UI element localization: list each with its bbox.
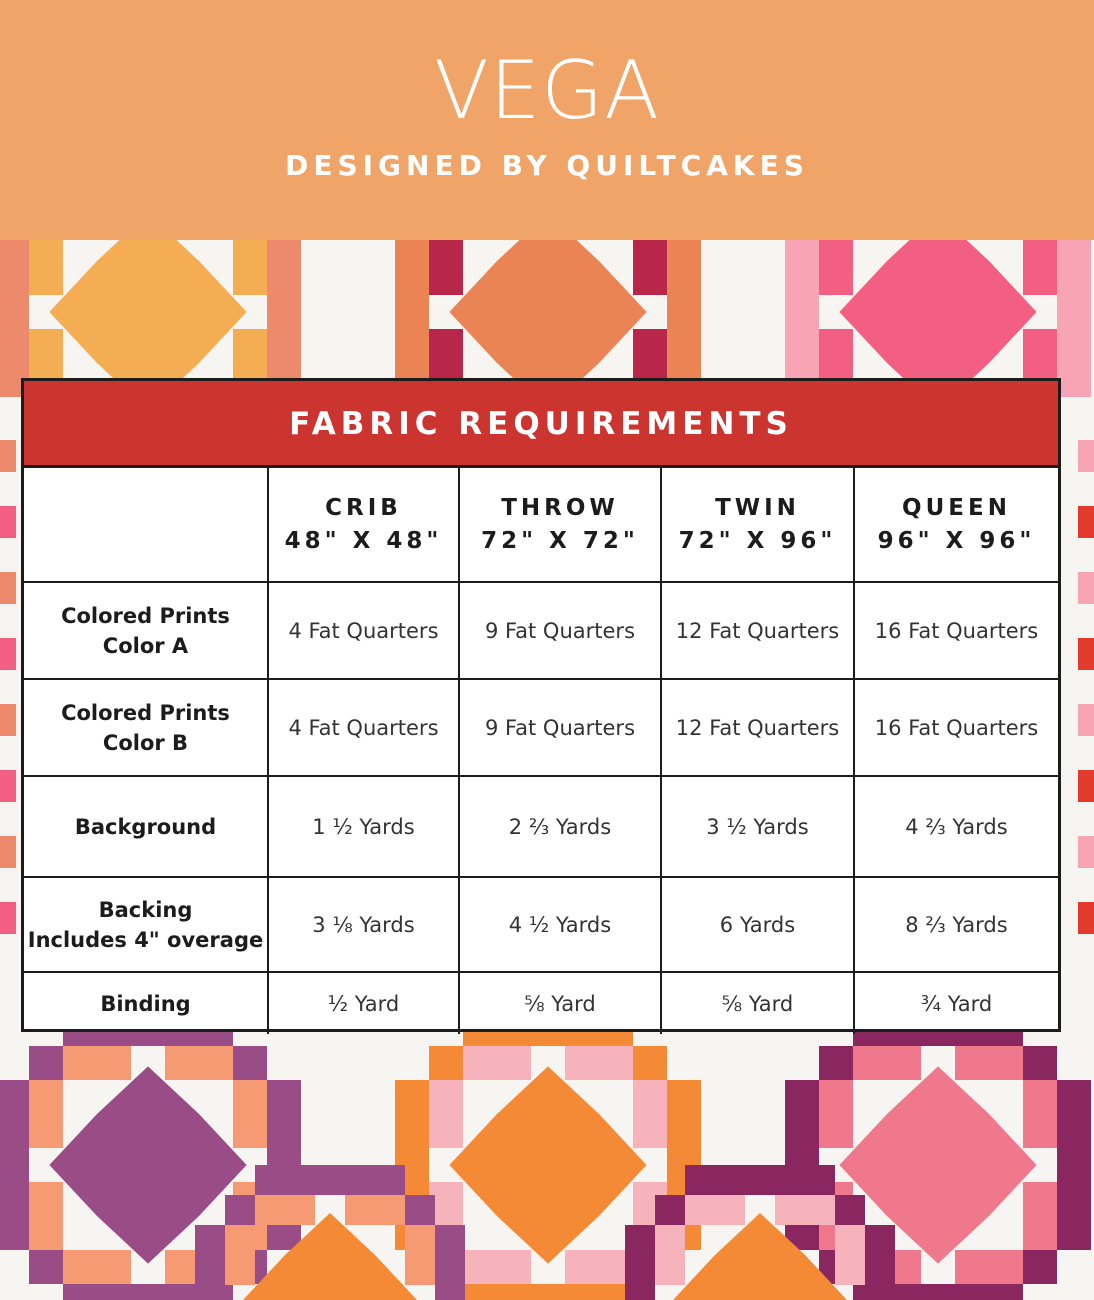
quilt-patch	[775, 1165, 805, 1195]
quilt-patch	[989, 1284, 1023, 1300]
quilt-patch	[395, 295, 429, 329]
quilt-patch	[267, 329, 301, 363]
quilt-patch	[531, 1284, 565, 1300]
cell-queen: 8 ⅔ Yards	[854, 877, 1058, 972]
quilt-patch	[805, 1165, 835, 1195]
quilt-patch	[0, 836, 16, 868]
quilt-patch	[497, 1114, 599, 1216]
quilt-patch	[989, 1250, 1023, 1284]
quilt-patch	[497, 1250, 531, 1284]
quilt-patch	[285, 1195, 315, 1225]
quilt-patch	[1023, 240, 1057, 261]
quilt-patch	[395, 261, 429, 295]
quilt-patch	[435, 1225, 465, 1255]
quilt-patch	[865, 1255, 895, 1285]
quilt-patch	[429, 1046, 463, 1080]
quilt-patch	[429, 329, 463, 363]
quilt-patch	[267, 1080, 301, 1114]
quilt-patch	[1057, 261, 1091, 295]
quilt-patch	[97, 1284, 131, 1300]
quilt-patch	[195, 1255, 225, 1285]
quilt-patch	[599, 1046, 633, 1080]
quilt-patch	[1023, 1114, 1057, 1148]
quilt-patch	[195, 1285, 225, 1300]
quilt-patch	[667, 1114, 701, 1148]
quilt-patch	[233, 240, 267, 261]
quilt-patch	[1057, 295, 1091, 329]
quilt-patch	[255, 1195, 285, 1225]
quilt-patch	[655, 1225, 685, 1255]
size-dimensions: 96" X 96"	[877, 527, 1036, 554]
size-header-row	[24, 468, 1058, 582]
cell-queen: 16 Fat Quarters	[854, 679, 1058, 776]
quilt-patch	[0, 295, 29, 329]
quilt-patch	[715, 1255, 805, 1300]
quilt-patch	[285, 1165, 315, 1195]
quilt-patch	[887, 1114, 989, 1216]
quilt-patch	[853, 1046, 887, 1080]
table-row-colored-prints-a	[24, 582, 1058, 679]
quilt-patch	[865, 1285, 895, 1300]
quilt-star-point	[497, 240, 599, 261]
quilt-patch	[429, 261, 463, 295]
quilt-patch	[463, 1046, 497, 1080]
quilt-patch	[233, 1114, 267, 1148]
cell-twin: 12 Fat Quarters	[661, 679, 854, 776]
cell-twin: ⅝ Yard	[661, 972, 854, 1034]
quilt-patch	[395, 1080, 429, 1114]
quilt-patch	[165, 1046, 199, 1080]
quilt-patch	[655, 1195, 685, 1225]
quilt-patch	[819, 1114, 853, 1148]
size-header-twin	[661, 468, 854, 582]
quilt-patch	[0, 704, 16, 736]
quilt-patch	[345, 1195, 375, 1225]
row-label-line: Background	[74, 814, 217, 839]
size-name: THROW	[501, 494, 619, 521]
quilt-patch	[0, 329, 29, 363]
quilt-patch	[0, 1114, 29, 1148]
quilt-patch	[255, 1165, 285, 1195]
quilt-patch	[131, 1284, 165, 1300]
quilt-patch	[887, 261, 989, 363]
quilt-patch	[345, 1165, 375, 1195]
cell-crib: 3 ⅛ Yards	[268, 877, 459, 972]
quilt-patch	[633, 329, 667, 363]
size-header-throw	[459, 468, 661, 582]
quilt-patch	[955, 1250, 989, 1284]
quilt-patch	[29, 1182, 63, 1216]
row-label-line: Color A	[102, 633, 189, 658]
table-title: FABRIC REQUIREMENTS	[24, 381, 1058, 468]
quilt-patch	[285, 1255, 375, 1300]
row-label-line: Colored Prints	[61, 603, 230, 628]
quilt-patch	[29, 1250, 63, 1284]
size-dimensions: 72" X 96"	[678, 527, 837, 554]
quilt-patch	[955, 1046, 989, 1080]
quilt-patch	[865, 1225, 895, 1255]
quilt-patch	[1023, 1046, 1057, 1080]
quilt-patch	[29, 1080, 63, 1114]
quilt-patch	[97, 1114, 199, 1216]
quilt-patch	[685, 1165, 715, 1195]
quilt-patch	[0, 638, 16, 670]
quilt-patch	[1078, 902, 1094, 934]
quilt-patch	[625, 1255, 655, 1285]
quilt-patch	[775, 1195, 805, 1225]
quilt-patch	[0, 770, 16, 802]
quilt-patch	[805, 1195, 835, 1225]
quilt-patch	[625, 1225, 655, 1255]
quilt-patch	[405, 1255, 435, 1285]
cell-queen: ¾ Yard	[854, 972, 1058, 1034]
cell-throw: 9 Fat Quarters	[459, 679, 661, 776]
size-name: TWIN	[715, 494, 800, 521]
quilt-patch	[819, 1080, 853, 1114]
quilt-patch	[1057, 240, 1091, 261]
size-dimensions: 72" X 72"	[481, 527, 639, 554]
quilt-patch	[1023, 1080, 1057, 1114]
quilt-patch	[565, 1046, 599, 1080]
row-label	[24, 776, 268, 877]
row-label-line: Includes 4" overage	[27, 927, 264, 952]
size-header-crib	[268, 468, 459, 582]
quilt-star-point	[97, 240, 199, 261]
quilt-patch	[463, 1250, 497, 1284]
row-label-line: Backing	[98, 897, 193, 922]
quilt-patch	[1078, 770, 1094, 802]
quilt-patch	[497, 261, 599, 363]
quilt-patch	[97, 261, 199, 363]
quilt-patch	[835, 1255, 865, 1285]
cell-throw: 4 ½ Yards	[459, 877, 661, 972]
quilt-patch	[375, 1165, 405, 1195]
quilt-patch	[0, 261, 29, 295]
quilt-patch	[0, 1182, 29, 1216]
quilt-patch	[989, 1046, 1023, 1080]
quilt-patch	[819, 329, 853, 363]
quilt-patch	[1078, 506, 1094, 538]
quilt-patch	[667, 1080, 701, 1114]
cell-twin: 3 ½ Yards	[661, 776, 854, 877]
quilt-star-point	[887, 240, 989, 261]
quilt-patch	[225, 1225, 255, 1255]
cell-queen: 4 ⅔ Yards	[854, 776, 1058, 877]
quilt-patch	[633, 240, 667, 261]
row-label-line: Colored Prints	[61, 700, 230, 725]
quilt-patch	[165, 1250, 199, 1284]
quilt-patch	[233, 1080, 267, 1114]
quilt-patch	[429, 240, 463, 261]
quilt-patch	[0, 572, 16, 604]
quilt-patch	[785, 295, 819, 329]
size-name: QUEEN	[902, 494, 1011, 521]
quilt-patch	[435, 1255, 465, 1285]
table-row-colored-prints-b	[24, 679, 1058, 776]
quilt-patch	[745, 1165, 775, 1195]
quilt-patch	[785, 1080, 819, 1114]
quilt-patch	[633, 1114, 667, 1148]
quilt-patch	[0, 506, 16, 538]
quilt-patch	[29, 1046, 63, 1080]
quilt-patch	[165, 1284, 199, 1300]
quilt-patch	[921, 1284, 955, 1300]
cell-throw: ⅝ Yard	[459, 972, 661, 1034]
cell-crib: 4 Fat Quarters	[268, 679, 459, 776]
quilt-patch	[667, 240, 701, 261]
quilt-patch	[63, 1046, 97, 1080]
quilt-patch	[497, 1284, 531, 1300]
row-label-line: Binding	[100, 991, 191, 1016]
quilt-patch	[785, 1114, 819, 1148]
quilt-patch	[1057, 1216, 1091, 1250]
quilt-patch	[633, 261, 667, 295]
quilt-patch	[0, 1080, 29, 1114]
cell-crib: 1 ½ Yards	[268, 776, 459, 877]
quilt-patch	[97, 1046, 131, 1080]
quilt-patch	[233, 261, 267, 295]
row-label	[24, 679, 268, 776]
size-header-queen	[854, 468, 1058, 582]
quilt-patch	[0, 1148, 29, 1182]
quilt-patch	[819, 1046, 853, 1080]
quilt-patch	[429, 1114, 463, 1148]
quilt-patch	[685, 1195, 715, 1225]
row-label-line: Color B	[102, 730, 189, 755]
quilt-patch	[233, 329, 267, 363]
quilt-patch	[267, 261, 301, 295]
quilt-patch	[1057, 329, 1091, 363]
quilt-patch	[267, 240, 301, 261]
quilt-patch	[267, 295, 301, 329]
quilt-patch	[29, 1114, 63, 1148]
quilt-patch	[0, 1216, 29, 1250]
cell-twin: 6 Yards	[661, 877, 854, 972]
quilt-patch	[199, 1046, 233, 1080]
quilt-patch	[435, 1285, 465, 1300]
cell-twin: 12 Fat Quarters	[661, 582, 854, 679]
quilt-patch	[955, 1284, 989, 1300]
quilt-patch	[1023, 1250, 1057, 1284]
quilt-patch	[63, 1250, 97, 1284]
quilt-patch	[655, 1255, 685, 1285]
quilt-patch	[633, 1046, 667, 1080]
quilt-patch	[375, 1195, 405, 1225]
quilt-patch	[1057, 1148, 1091, 1182]
table-row-background	[24, 776, 1058, 877]
quilt-patch	[565, 1250, 599, 1284]
table-row-backing	[24, 877, 1058, 972]
header-banner	[0, 0, 1094, 240]
quilt-patch	[97, 1250, 131, 1284]
quilt-patch	[1078, 638, 1094, 670]
quilt-patch	[785, 240, 819, 261]
quilt-patch	[267, 1114, 301, 1148]
quilt-patch	[1078, 572, 1094, 604]
quilt-patch	[835, 1225, 865, 1255]
quilt-patch	[785, 261, 819, 295]
quilt-patch	[233, 1046, 267, 1080]
table-row-binding	[24, 972, 1058, 1034]
cell-throw: 9 Fat Quarters	[459, 582, 661, 679]
cell-throw: 2 ⅔ Yards	[459, 776, 661, 877]
quilt-patch	[1078, 704, 1094, 736]
quilt-patch	[0, 902, 16, 934]
cell-queen: 16 Fat Quarters	[854, 582, 1058, 679]
row-label	[24, 877, 268, 972]
quilt-patch	[395, 1114, 429, 1148]
quilt-patch	[785, 329, 819, 363]
quilt-patch	[395, 240, 429, 261]
quilt-patch	[315, 1165, 345, 1195]
corner-cell	[24, 468, 268, 582]
quilt-patch	[225, 1195, 255, 1225]
quilt-patch	[819, 261, 853, 295]
designer-credit: DESIGNED BY QUILTCAKES	[285, 149, 809, 182]
quilt-patch	[835, 1195, 865, 1225]
quilt-patch	[497, 1046, 531, 1080]
quilt-patch	[405, 1195, 435, 1225]
quilt-patch	[1023, 1216, 1057, 1250]
pattern-title: VEGA	[434, 44, 660, 137]
quilt-patch	[395, 329, 429, 363]
quilt-patch	[1057, 1182, 1091, 1216]
quilt-patch	[29, 329, 63, 363]
quilt-patch	[429, 1080, 463, 1114]
quilt-patch	[1023, 261, 1057, 295]
quilt-patch	[715, 1195, 745, 1225]
row-label	[24, 972, 268, 1034]
quilt-patch	[715, 1165, 745, 1195]
quilt-patch	[667, 261, 701, 295]
fabric-requirements-table	[21, 378, 1061, 1032]
cell-crib: ½ Yard	[268, 972, 459, 1034]
requirements-grid	[24, 468, 1058, 1034]
quilt-patch	[667, 295, 701, 329]
quilt-patch	[819, 240, 853, 261]
quilt-patch	[29, 1216, 63, 1250]
quilt-patch	[1057, 1080, 1091, 1114]
quilt-patch	[463, 1284, 497, 1300]
quilt-patch	[195, 1225, 225, 1255]
quilt-patch	[1023, 329, 1057, 363]
quilt-patch	[633, 1080, 667, 1114]
quilt-patch	[1057, 1114, 1091, 1148]
quilt-patch	[625, 1285, 655, 1300]
cell-crib: 4 Fat Quarters	[268, 582, 459, 679]
quilt-patch	[29, 261, 63, 295]
quilt-patch	[63, 1284, 97, 1300]
quilt-patch	[225, 1255, 255, 1285]
quilt-patch	[1023, 1182, 1057, 1216]
quilt-patch	[565, 1284, 599, 1300]
quilt-patch	[887, 1046, 921, 1080]
quilt-patch	[405, 1225, 435, 1255]
quilt-patch	[1078, 440, 1094, 472]
quilt-patch	[667, 329, 701, 363]
size-name: CRIB	[325, 494, 402, 521]
quilt-patch	[0, 440, 16, 472]
size-dimensions: 48" X 48"	[284, 527, 443, 554]
quilt-patch	[1057, 363, 1091, 397]
quilt-patch	[1078, 836, 1094, 868]
quilt-patch	[29, 240, 63, 261]
row-label	[24, 582, 268, 679]
quilt-patch	[0, 240, 29, 261]
